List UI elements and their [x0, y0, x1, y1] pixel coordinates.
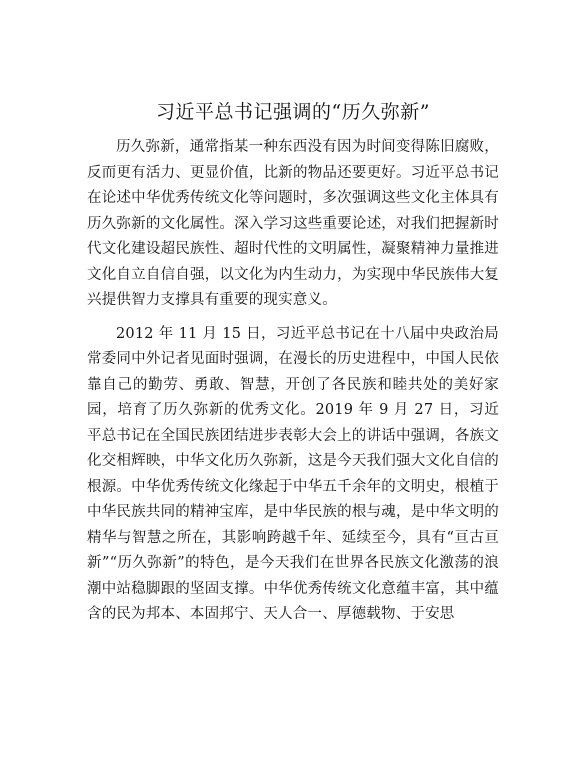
document-body [87, 135, 499, 628]
paragraph-2: 2012 年 11 月 15 日，习近平总书记在十八届中央政治局常委同中外记者见面时强调，在漫长的历史进程中，中国人民依靠自己的勤劳、勇敢、智慧，开创了各民族和睦共处的美好家园，培育了历久弥新的优秀文化。2019 年 9 月 27 日，习近平总书记在全国民族团结进步表彰大会上的讲话中强调，各族文化交相辉映，中华文化历久弥新，这是今天我们强大文化自信的根源。中华优秀传统文化缘起于中华五千余年的文明史，根植于中华民族共同的精神宝库，是中华民族的根与魂，是中华文明的精华与智慧之所在，其影响跨越千年、延续至今，具有“亘古亘新”“历久弥新”的特色，是今天我们在世界各民族文化激荡的浪潮中站稳脚跟的坚固支撑。中华优秀传统文化意蕴丰富，其中蕴含的民为邦本、本固邦宁、天人合一、厚德载物、于安思 [87, 325, 499, 622]
document-title: 习近平总书记强调的“历久弥新” [156, 101, 430, 123]
paragraph-1: 历久弥新，通常指某一种东西没有因为时间变得陈旧腐败，反而更有活力、更显价值，比新的物品还要更好。习近平总书记在论述中华优秀传统文化等问题时，多次强调这些文化主体具有历久弥新的文化属性。深入学习这些重要论述，对我们把握新时代文化建设超民族性、超时代性的文明属性，凝聚精神力量推进文化自立自信自强，以文化为内生动力，为实现中华民族伟大复兴提供智力支撑具有重要的现实意义。 [87, 139, 499, 308]
